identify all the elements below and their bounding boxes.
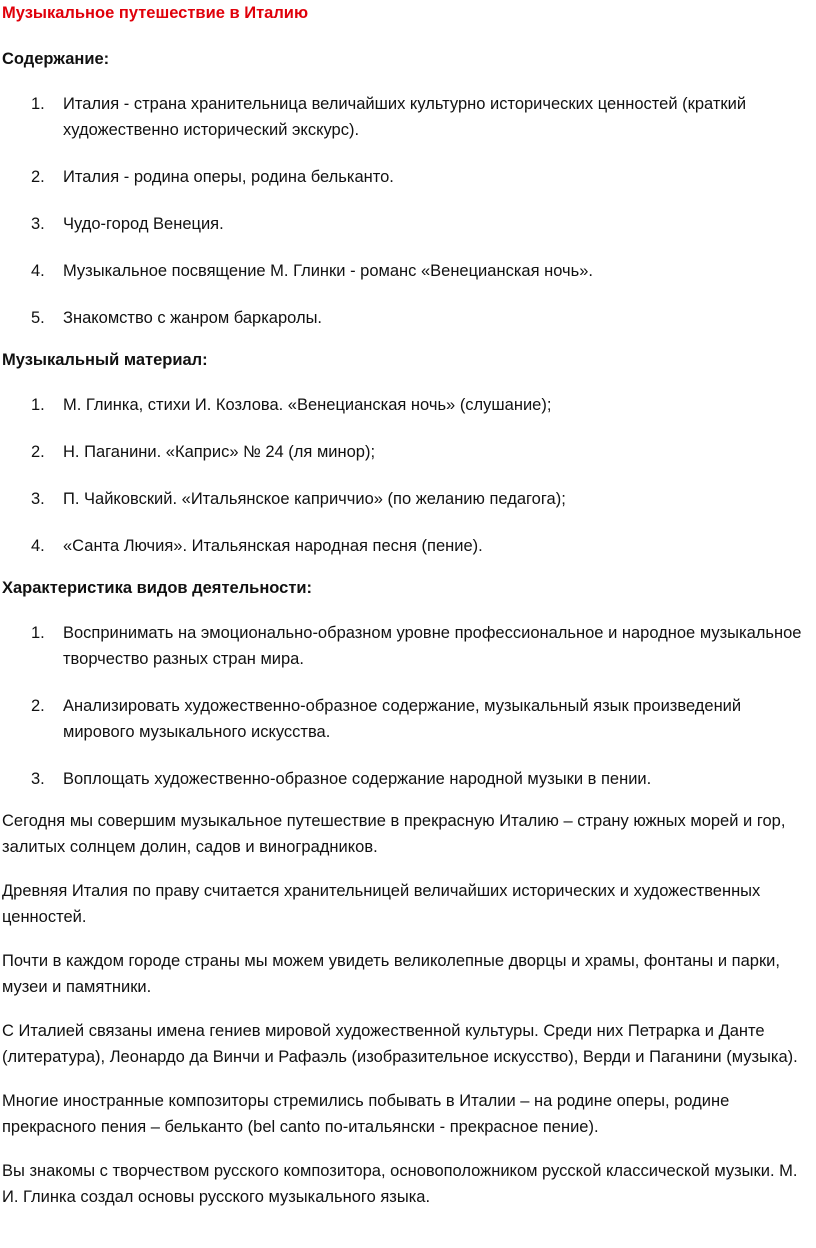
list-item-text: Чудо-город Венеция. (63, 215, 224, 233)
list-item-text: П. Чайковский. «Итальянское каприччио» (по желанию педагога); (63, 490, 566, 508)
list-item-text: М. Глинка, стихи И. Козлова. «Венецианская ночь» (слушание); (63, 396, 552, 414)
list-item (2, 693, 808, 745)
list-item-number: 2. (31, 168, 45, 186)
list-item-text: Воспринимать на эмоционально-образном уровне профессиональное и народное музыкальное творчество разных стран мира. (63, 624, 802, 668)
list-item-number: 3. (31, 215, 45, 233)
list-item-number: 2. (31, 443, 45, 461)
list-item (2, 439, 808, 465)
list-item (2, 211, 808, 237)
document-title: Музыкальное путешествие в Италию (2, 4, 309, 22)
material-list (2, 392, 808, 559)
list-item (2, 486, 808, 512)
list-item (2, 91, 808, 143)
body-paragraph: С Италией связаны имена гениев мировой художественной культуры. Среди них Петрарка и Данте (литература), Леонардо да Винчи и Рафаэль (изобразительное искусство), Верди и Паганини (музыка). (2, 1022, 798, 1066)
list-item (2, 305, 808, 331)
list-item (2, 533, 808, 559)
activities-heading: Характеристика видов деятельности: (2, 579, 313, 597)
list-item-number: 1. (31, 396, 45, 414)
list-item (2, 392, 808, 418)
list-item-number: 5. (31, 309, 45, 327)
list-item-number: 1. (31, 624, 45, 642)
material-heading: Музыкальный материал: (2, 351, 208, 369)
list-item-text: Италия - родина оперы, родина бельканто. (63, 168, 394, 186)
list-item-text: Н. Паганини. «Каприс» № 24 (ля минор); (63, 443, 376, 461)
list-item-number: 4. (31, 537, 45, 555)
list-item-number: 3. (31, 490, 45, 508)
list-item-number: 4. (31, 262, 45, 280)
contents-heading: Содержание: (2, 50, 110, 68)
activities-list (2, 620, 808, 792)
body-paragraph: Почти в каждом городе страны мы можем увидеть великолепные дворцы и храмы, фонтаны и парки, музеи и памятники. (2, 952, 780, 996)
list-item-text: Анализировать художественно-образное содержание, музыкальный язык произведений мирового музыкального искусства. (63, 697, 742, 741)
list-item (2, 620, 808, 672)
contents-list (2, 91, 808, 331)
list-item-text: Знакомство с жанром баркаролы. (63, 309, 323, 327)
list-item (2, 766, 808, 792)
list-item (2, 258, 808, 284)
list-item (2, 164, 808, 190)
list-item-number: 2. (31, 697, 45, 715)
body-paragraph: Вы знакомы с творчеством русского композитора, основоположником русской классической музыки. М. И. Глинка создал основы русского музыкального языка. (2, 1162, 798, 1206)
list-item-text: Воплощать художественно-образное содержание народной музыки в пении. (63, 770, 652, 788)
list-item-number: 1. (31, 95, 45, 113)
body-paragraph: Многие иностранные композиторы стремились побывать в Италии – на родине оперы, родине прекрасного пения – бельканто (bel canto по-итальянски - прекрасное пение). (2, 1092, 730, 1136)
list-item-text: Италия - страна хранительница величайших культурно исторических ценностей (краткий художественно исторический экскурс). (63, 95, 747, 139)
body-paragraph: Древняя Италия по праву считается хранительницей величайших исторических и художественных ценностей. (2, 882, 761, 926)
list-item-number: 3. (31, 770, 45, 788)
list-item-text: Музыкальное посвящение М. Глинки - романс «Венецианская ночь». (63, 262, 593, 280)
body-paragraph: Сегодня мы совершим музыкальное путешествие в прекрасную Италию – страну южных морей и гор, залитых солнцем долин, садов и виноградников. (2, 812, 786, 856)
list-item-text: «Санта Лючия». Итальянская народная песня (пение). (63, 537, 483, 555)
